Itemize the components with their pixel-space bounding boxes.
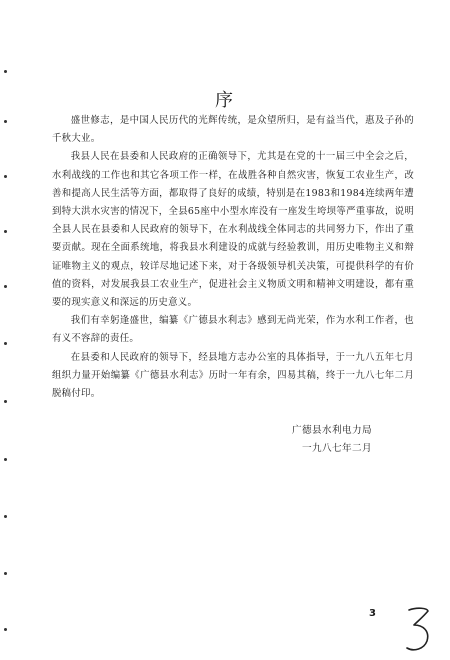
paragraph: 我县人民在县委和人民政府的正确领导下，尤其是在党的十一届三中全会之后，水利战线的工作也和其它各项工作一样，在战胜各种自然灾害，恢复工农业生产，改善和提高人民生活等方面，都取得了良好的成绩，特别是在1983和1984连续两年遭到特大洪水灾害的情况下，全县65座中小型水库没有一座发生垮坝等严重事故，说明全县人民在县委和人民政府的领导下，在水利战线全体同志的共同努力下，作出了重要贡献。现在全面系统地，将我县水利建设的成就与经验教训，用历史唯物主义和辩证唯物主义的观点，较详尽地记述下来，对于各级领导机关决策，可提供科学的有价值的资料，对发展我县工农业生产，促进社会主义物质文明和精神文明建设，都有重要的现实意义和深远的历史意义。: [52, 151, 414, 309]
paragraph: 在县委和人民政府的领导下，经县地方志办公室的具体指导，于一九八五年七月组织力量开始编纂《广德县水利志》历时一年有余，四易其稿，终于一九八七年二月脱稿付印。: [52, 351, 414, 400]
handwritten-page-mark: [403, 605, 433, 655]
signature-block: [292, 422, 372, 458]
paragraph: 我们有幸躬逢盛世，编纂《广德县水利志》感到无尚光荣，作为水利工作者，也有义不容辞的责任。: [52, 315, 414, 345]
signature-organization: 广德县水利电力局: [292, 425, 372, 436]
paragraph: 盛世修志，是中国人民历代的光辉传统，是众望所归，是有益当代，惠及子孙的千秋大业。: [52, 115, 414, 145]
preface-title: 序: [215, 90, 235, 111]
signature-date: 一九八七年二月: [302, 443, 372, 454]
binding-holes: [2, 60, 10, 660]
preface-body: [52, 112, 414, 403]
page-number: 3: [369, 608, 376, 619]
